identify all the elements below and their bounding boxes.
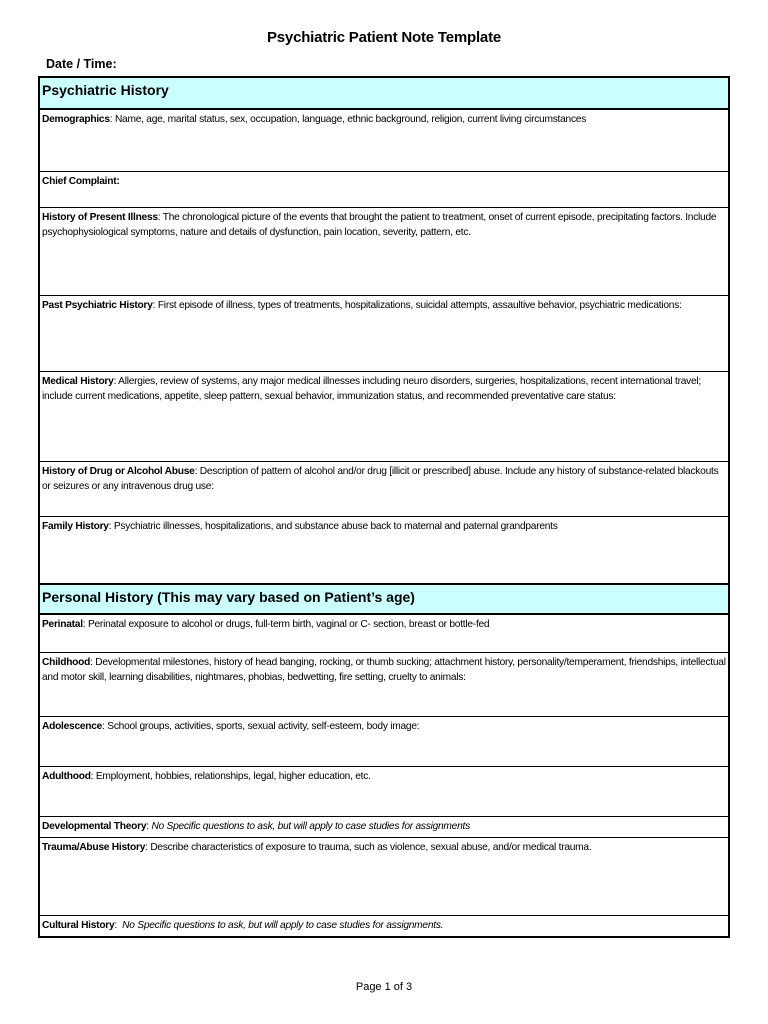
field-label: Developmental Theory: [42, 821, 147, 832]
field-adolescence[interactable]: [40, 717, 728, 767]
field-description: No Specific questions to ask, but will apply to case studies for assignments.: [122, 920, 444, 931]
field-description: Description of pattern of alcohol and/or drug [illicit or prescribed] abuse. Include any history of substance-related blackouts or seizures or any intravenous drug use:: [42, 466, 719, 492]
field-separator: :: [90, 657, 96, 668]
field-label: Family History: [42, 521, 109, 532]
field-history-of-present-illness[interactable]: [40, 208, 728, 296]
field-label: Demographics: [42, 114, 110, 125]
field-label: Trauma/Abuse History: [42, 842, 146, 853]
field-description: Psychiatric illnesses, hospitalizations, and substance abuse back to maternal and paternal grandparents: [113, 521, 558, 532]
field-label: Past Psychiatric History: [42, 300, 153, 311]
field-label: Chief Complaint:: [42, 176, 120, 187]
field-developmental-theory[interactable]: [40, 817, 728, 838]
field-trauma-abuse-history[interactable]: [40, 838, 728, 916]
field-perinatal[interactable]: [40, 615, 728, 653]
field-separator: :: [157, 212, 163, 223]
field-description: Developmental milestones, history of head banging, rocking, or thumb sucking; attachment history, personality/temperament, friendships, intellectual and motor skill, learning disabilities, nightmares, phobias, bedwetting, fire setting, cruelty to animals:: [42, 657, 726, 683]
field-demographics[interactable]: [40, 110, 728, 172]
field-medical-history[interactable]: [40, 372, 728, 462]
note-form: [38, 76, 730, 938]
field-past-psychiatric-history[interactable]: [40, 296, 728, 372]
field-family-history[interactable]: [40, 517, 728, 585]
section-heading-psychiatric-history: Psychiatric History: [40, 78, 728, 110]
field-label: History of Present Illness: [42, 212, 158, 223]
field-separator: :: [145, 842, 151, 853]
field-description: Allergies, review of systems, any major medical illnesses including neuro disorders, surgeries, hospitalizations, recent international travel; include current medications, appetite, sleep pattern, sexual behavior, immunization status, and recommended preventative care status:: [42, 376, 701, 402]
field-label: Adolescence: [42, 721, 103, 732]
field-description: First episode of illness, types of treatments, hospitalizations, suicidal attempts, assaultive behavior, psychiatric medications:: [157, 300, 682, 311]
date-time-label: Date / Time:: [46, 57, 117, 71]
field-description: Employment, hobbies, relationships, legal, higher education, etc.: [95, 771, 371, 782]
field-separator: :: [102, 721, 108, 732]
document-title: Psychiatric Patient Note Template: [266, 29, 502, 46]
field-separator: :: [146, 821, 152, 832]
field-description: Describe characteristics of exposure to trauma, such as violence, sexual abuse, and/or medical trauma.: [150, 842, 592, 853]
field-separator: :: [108, 521, 114, 532]
field-label: Cultural History: [42, 920, 115, 931]
field-description: No Specific questions to ask, but will apply to case studies for assignments: [151, 821, 470, 832]
field-cultural-history[interactable]: [40, 916, 728, 936]
field-description: School groups, activities, sports, sexual activity, self-esteem, body image:: [107, 721, 420, 732]
field-description: The chronological picture of the events that brought the patient to treatment, onset of current episode, precipitating factors. Include psychophysiological symptoms, nature and details of dysfunction, pain location, severity, pattern, etc.: [42, 212, 717, 238]
field-label: Childhood: [42, 657, 91, 668]
field-chief-complaint[interactable]: [40, 172, 728, 208]
field-childhood[interactable]: [40, 653, 728, 717]
page-number: Page 1 of 3: [355, 981, 413, 993]
field-description: Name, age, marital status, sex, occupation, language, ethnic background, religion, current living circumstances: [114, 114, 587, 125]
field-separator: :: [194, 466, 200, 477]
field-description: Perinatal exposure to alcohol or drugs, full-term birth, vaginal or C- section, breast or bottle-fed: [87, 619, 490, 630]
field-separator: :: [82, 619, 88, 630]
field-drug-alcohol-abuse-history[interactable]: [40, 462, 728, 517]
field-label: History of Drug or Alcohol Abuse: [42, 466, 195, 477]
field-label: Perinatal: [42, 619, 83, 630]
field-label: Medical History: [42, 376, 114, 387]
section-heading-personal-history: Personal History (This may vary based on Patient’s age): [40, 585, 728, 615]
field-adulthood[interactable]: [40, 767, 728, 817]
field-separator: :: [109, 114, 115, 125]
field-label: Adulthood: [42, 771, 91, 782]
field-separator: :: [114, 920, 123, 931]
field-separator: :: [90, 771, 96, 782]
field-separator: :: [152, 300, 158, 311]
field-separator: :: [113, 376, 119, 387]
